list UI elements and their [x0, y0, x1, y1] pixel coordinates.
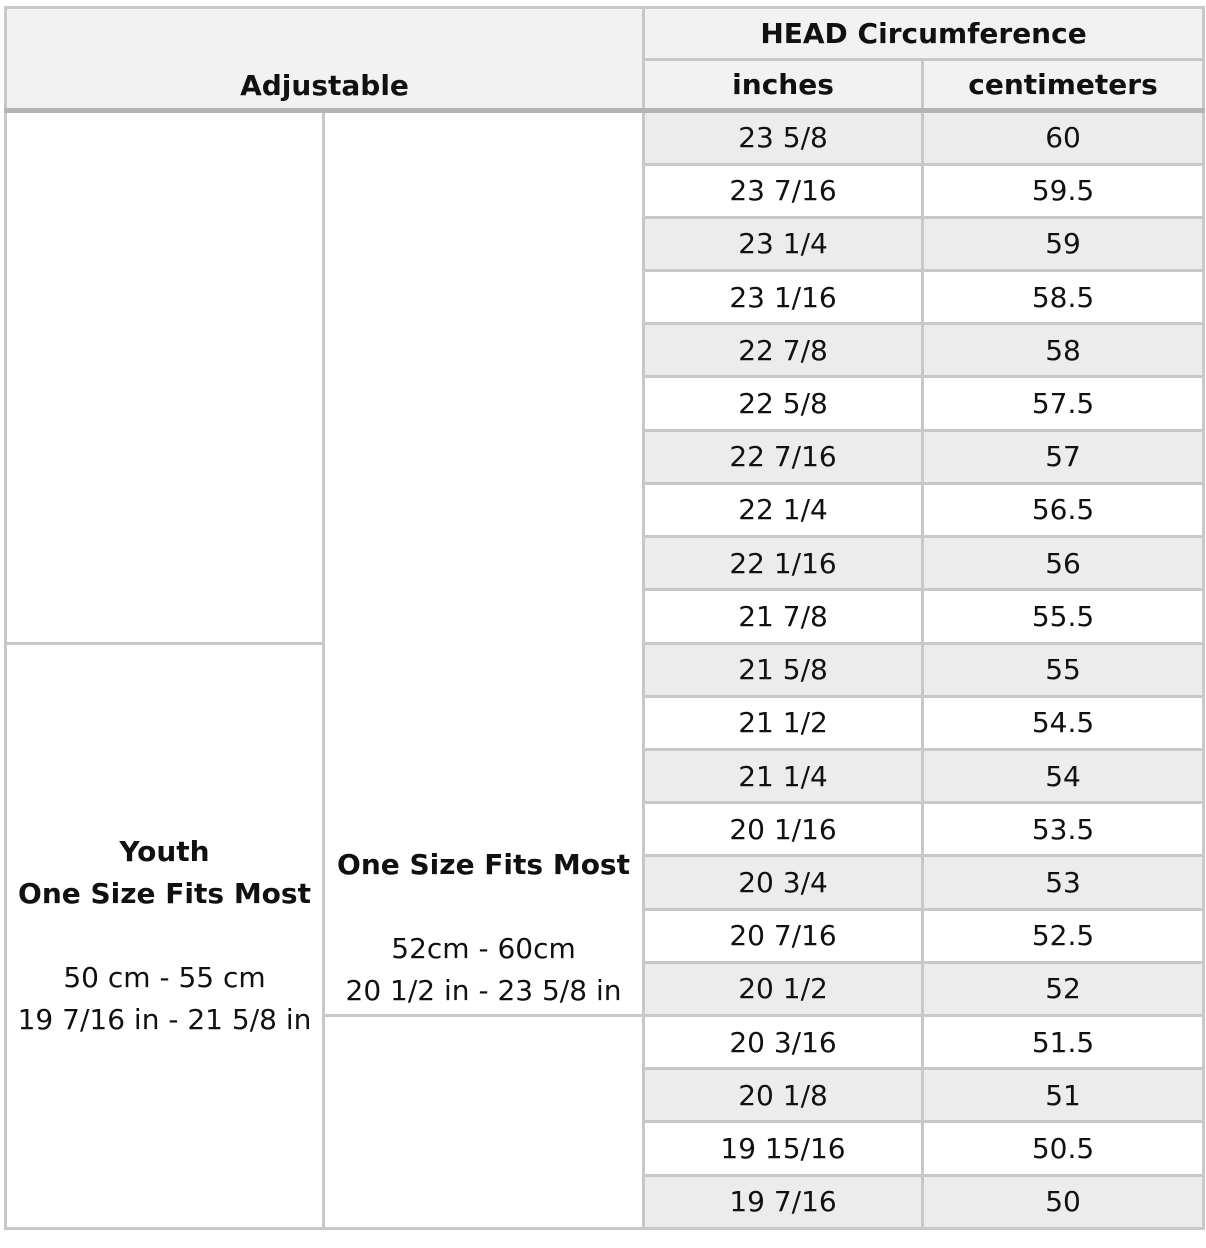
size-table — [4, 6, 1205, 1230]
inches-cell: 21 1/4 — [644, 749, 923, 802]
centimeters-cell: 58 — [923, 324, 1204, 377]
inches-cell: 20 1/8 — [644, 1069, 923, 1122]
inches-cell: 20 1/16 — [644, 803, 923, 856]
centimeters-cell: 59 — [923, 217, 1204, 270]
centimeters-cell: 54.5 — [923, 696, 1204, 749]
centimeters-cell: 58.5 — [923, 270, 1204, 323]
table-row — [6, 111, 1204, 164]
centimeters-cell: 53.5 — [923, 803, 1204, 856]
centimeters-cell: 52.5 — [923, 909, 1204, 962]
inches-cell: 20 1/2 — [644, 962, 923, 1015]
inches-cell: 22 1/4 — [644, 483, 923, 536]
inches-cell: 22 7/16 — [644, 430, 923, 483]
inches-cell: 21 5/8 — [644, 643, 923, 696]
centimeters-cell: 59.5 — [923, 164, 1204, 217]
one-size-fits-most-cell — [324, 111, 644, 1016]
youth-range-cm: 50 cm - 55 cm — [63, 960, 266, 994]
centimeters-cell: 55.5 — [923, 590, 1204, 643]
inches-cell: 22 7/8 — [644, 324, 923, 377]
inches-cell: 23 7/16 — [644, 164, 923, 217]
one-size-range-cm: 52cm - 60cm — [391, 932, 576, 966]
one-size-range-in: 20 1/2 in - 23 5/8 in — [345, 974, 622, 1008]
inches-cell: 19 15/16 — [644, 1122, 923, 1175]
inches-cell: 22 1/16 — [644, 537, 923, 590]
inches-header: inches — [644, 60, 923, 111]
youth-size-cell — [6, 643, 324, 1229]
centimeters-cell: 51.5 — [923, 1016, 1204, 1069]
adjustable-header: Adjustable — [6, 8, 644, 111]
centimeters-cell: 54 — [923, 749, 1204, 802]
youth-title-line1: Youth — [119, 834, 210, 868]
centimeters-cell: 57.5 — [923, 377, 1204, 430]
inches-cell: 21 7/8 — [644, 590, 923, 643]
centimeters-cell: 55 — [923, 643, 1204, 696]
youth-range-in: 19 7/16 in - 21 5/8 in — [17, 1002, 312, 1036]
inches-cell: 23 1/4 — [644, 217, 923, 270]
size-chart — [4, 6, 1202, 1230]
centimeters-cell: 50.5 — [923, 1122, 1204, 1175]
inches-cell: 20 3/16 — [644, 1016, 923, 1069]
blank-cell-bottom — [324, 1016, 644, 1229]
inches-cell: 20 7/16 — [644, 909, 923, 962]
inches-cell: 21 1/2 — [644, 696, 923, 749]
centimeters-cell: 50 — [923, 1175, 1204, 1228]
centimeters-header: centimeters — [923, 60, 1204, 111]
centimeters-cell: 60 — [923, 111, 1204, 164]
inches-cell: 23 5/8 — [644, 111, 923, 164]
one-size-title: One Size Fits Most — [337, 848, 630, 882]
inches-cell: 22 5/8 — [644, 377, 923, 430]
youth-title-line2: One Size Fits Most — [18, 876, 311, 910]
inches-cell: 19 7/16 — [644, 1175, 923, 1228]
inches-cell: 23 1/16 — [644, 270, 923, 323]
centimeters-cell: 56.5 — [923, 483, 1204, 536]
blank-cell-top-left — [6, 111, 324, 643]
head-circumference-header: HEAD Circumference — [644, 8, 1204, 60]
centimeters-cell: 53 — [923, 856, 1204, 909]
inches-cell: 20 3/4 — [644, 856, 923, 909]
centimeters-cell: 57 — [923, 430, 1204, 483]
centimeters-cell: 51 — [923, 1069, 1204, 1122]
centimeters-cell: 56 — [923, 537, 1204, 590]
centimeters-cell: 52 — [923, 962, 1204, 1015]
